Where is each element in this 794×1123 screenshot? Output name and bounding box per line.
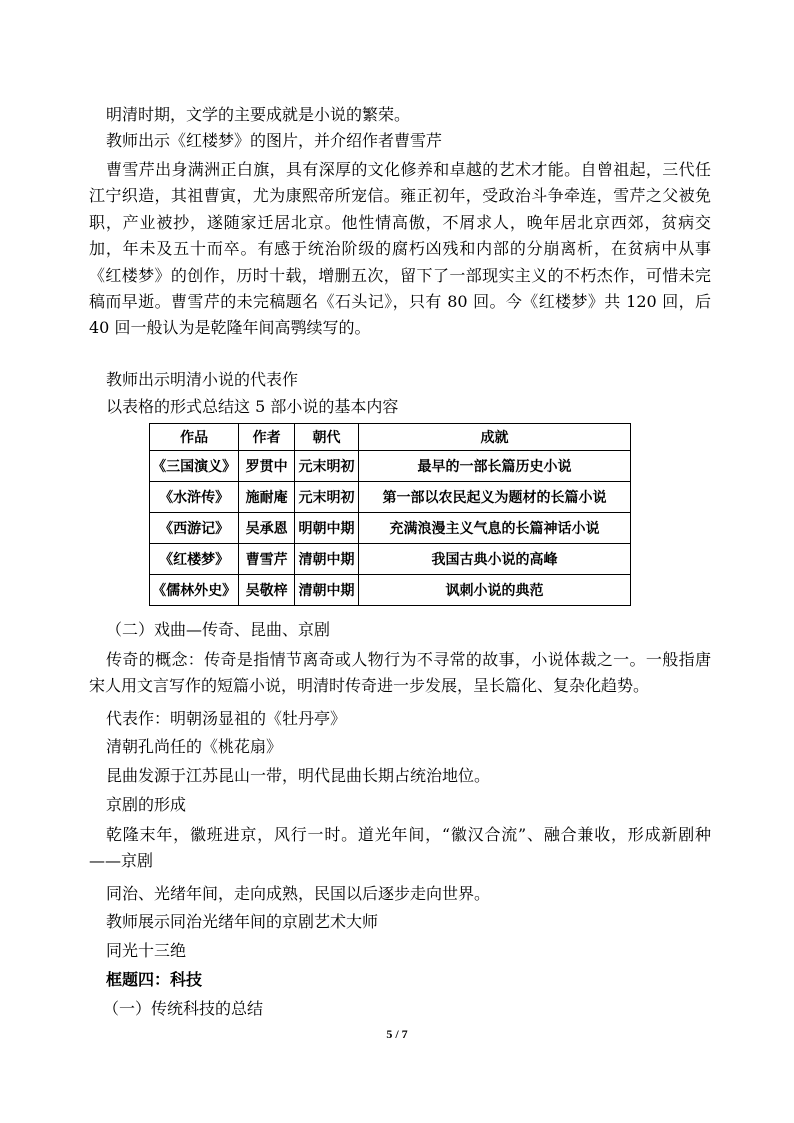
table-cell: 明朝中期 xyxy=(294,513,358,544)
table-cell: 《三国演义》 xyxy=(150,451,239,482)
text-line: 以表格的形式总结这 5 部小说的基本内容 xyxy=(106,397,399,416)
text-line: 教师出示《红楼梦》的图片，并介绍作者曹雪芹 xyxy=(106,131,443,150)
table-cell: 《西游记》 xyxy=(150,513,239,544)
text-line: 清朝孔尚任的《桃花扇》 xyxy=(106,737,283,756)
novels-table xyxy=(149,423,631,606)
table-cell: 罗贯中 xyxy=(239,451,295,482)
table-row xyxy=(150,482,631,513)
table-cell: 元末明初 xyxy=(294,451,358,482)
section-heading: （二）戏曲—传奇、昆曲、京剧 xyxy=(106,620,331,639)
table-row xyxy=(150,544,631,575)
table-cell: 吴承恩 xyxy=(239,513,295,544)
table-cell: 《红楼梦》 xyxy=(150,544,239,575)
table-cell: 清朝中期 xyxy=(294,544,358,575)
text-line: 京剧的形成 xyxy=(106,795,187,814)
table-cell: 施耐庵 xyxy=(239,482,295,513)
table-row xyxy=(150,451,631,482)
table-cell: 清朝中期 xyxy=(294,575,358,606)
table-cell: 第一部以农民起义为题材的长篇小说 xyxy=(358,482,630,513)
paragraph-jingju: 乾隆末年，徽班进京，风行一时。道光年间，“徽汉合流”、融合兼收，形成新剧种——京剧 xyxy=(89,825,711,871)
text-line: 教师展示同治光绪年间的京剧艺术大师 xyxy=(106,912,379,931)
table-header-cell: 作品 xyxy=(150,424,239,451)
table-cell: 《儒林外史》 xyxy=(150,575,239,606)
table-row xyxy=(150,575,631,606)
table-header-cell: 朝代 xyxy=(294,424,358,451)
table-cell: 吴敬梓 xyxy=(239,575,295,606)
text-line: 同治、光绪年间，走向成熟，民国以后逐步走向世界。 xyxy=(106,884,491,903)
text-line: 同光十三绝 xyxy=(106,941,187,960)
table-header-row xyxy=(150,424,631,451)
table-cell: 讽刺小说的典范 xyxy=(358,575,630,606)
page-number: 5 / 7 xyxy=(386,1027,408,1041)
table-cell: 曹雪芹 xyxy=(239,544,295,575)
table-cell: 我国古典小说的高峰 xyxy=(358,544,630,575)
table-row xyxy=(150,513,631,544)
table-cell: 《水浒传》 xyxy=(150,482,239,513)
text-line: 昆曲发源于江苏昆山一带，明代昆曲长期占统治地位。 xyxy=(106,766,491,785)
table-cell: 元末明初 xyxy=(294,482,358,513)
paragraph-cao-xueqin: 曹雪芹出身满洲正白旗，具有深厚的文化修养和卓越的艺术才能。自曾祖起，三代任江宁织造，其祖曹寅，尤为康熙帝所宠信。雍正初年，受政治斗争牵连，雪芹之父被免职，产业被抄，遂随家迁居北京。他性情高傲，不屑求人，晚年居北京西郊，贫病交加，年未及五十而卒。有感于统治阶级的腐朽凶残和内部的分崩离析，在贫病中从事《红楼梦》的创作，历时十载，增删五次，留下了一部现实主义的不朽杰作，可惜未完稿而早逝。曹雪芹的未完稿题名《石头记》，只有 80 回。今《红楼梦》共 120 回，后 40 回一般认为是乾隆年间高鹗续写的。 xyxy=(89,160,711,338)
table-header-cell: 成就 xyxy=(358,424,630,451)
table-cell: 充满浪漫主义气息的长篇神话小说 xyxy=(358,513,630,544)
section-title: 框题四：科技 xyxy=(106,970,203,989)
table-header-cell: 作者 xyxy=(239,424,295,451)
text-line: 明清时期，文学的主要成就是小说的繁荣。 xyxy=(106,105,411,124)
paragraph-chuanqi: 传奇的概念：传奇是指情节离奇或人物行为不寻常的故事，小说体裁之一。一般指唐宋人用文言写作的短篇小说，明清时传奇进一步发展，呈长篇化、复杂化趋势。 xyxy=(89,650,711,696)
text-line: 教师出示明清小说的代表作 xyxy=(106,370,299,389)
section-heading: （一）传统科技的总结 xyxy=(103,999,264,1018)
text-line: 代表作：明朝汤显祖的《牡丹亭》 xyxy=(106,709,347,728)
table-cell: 最早的一部长篇历史小说 xyxy=(358,451,630,482)
